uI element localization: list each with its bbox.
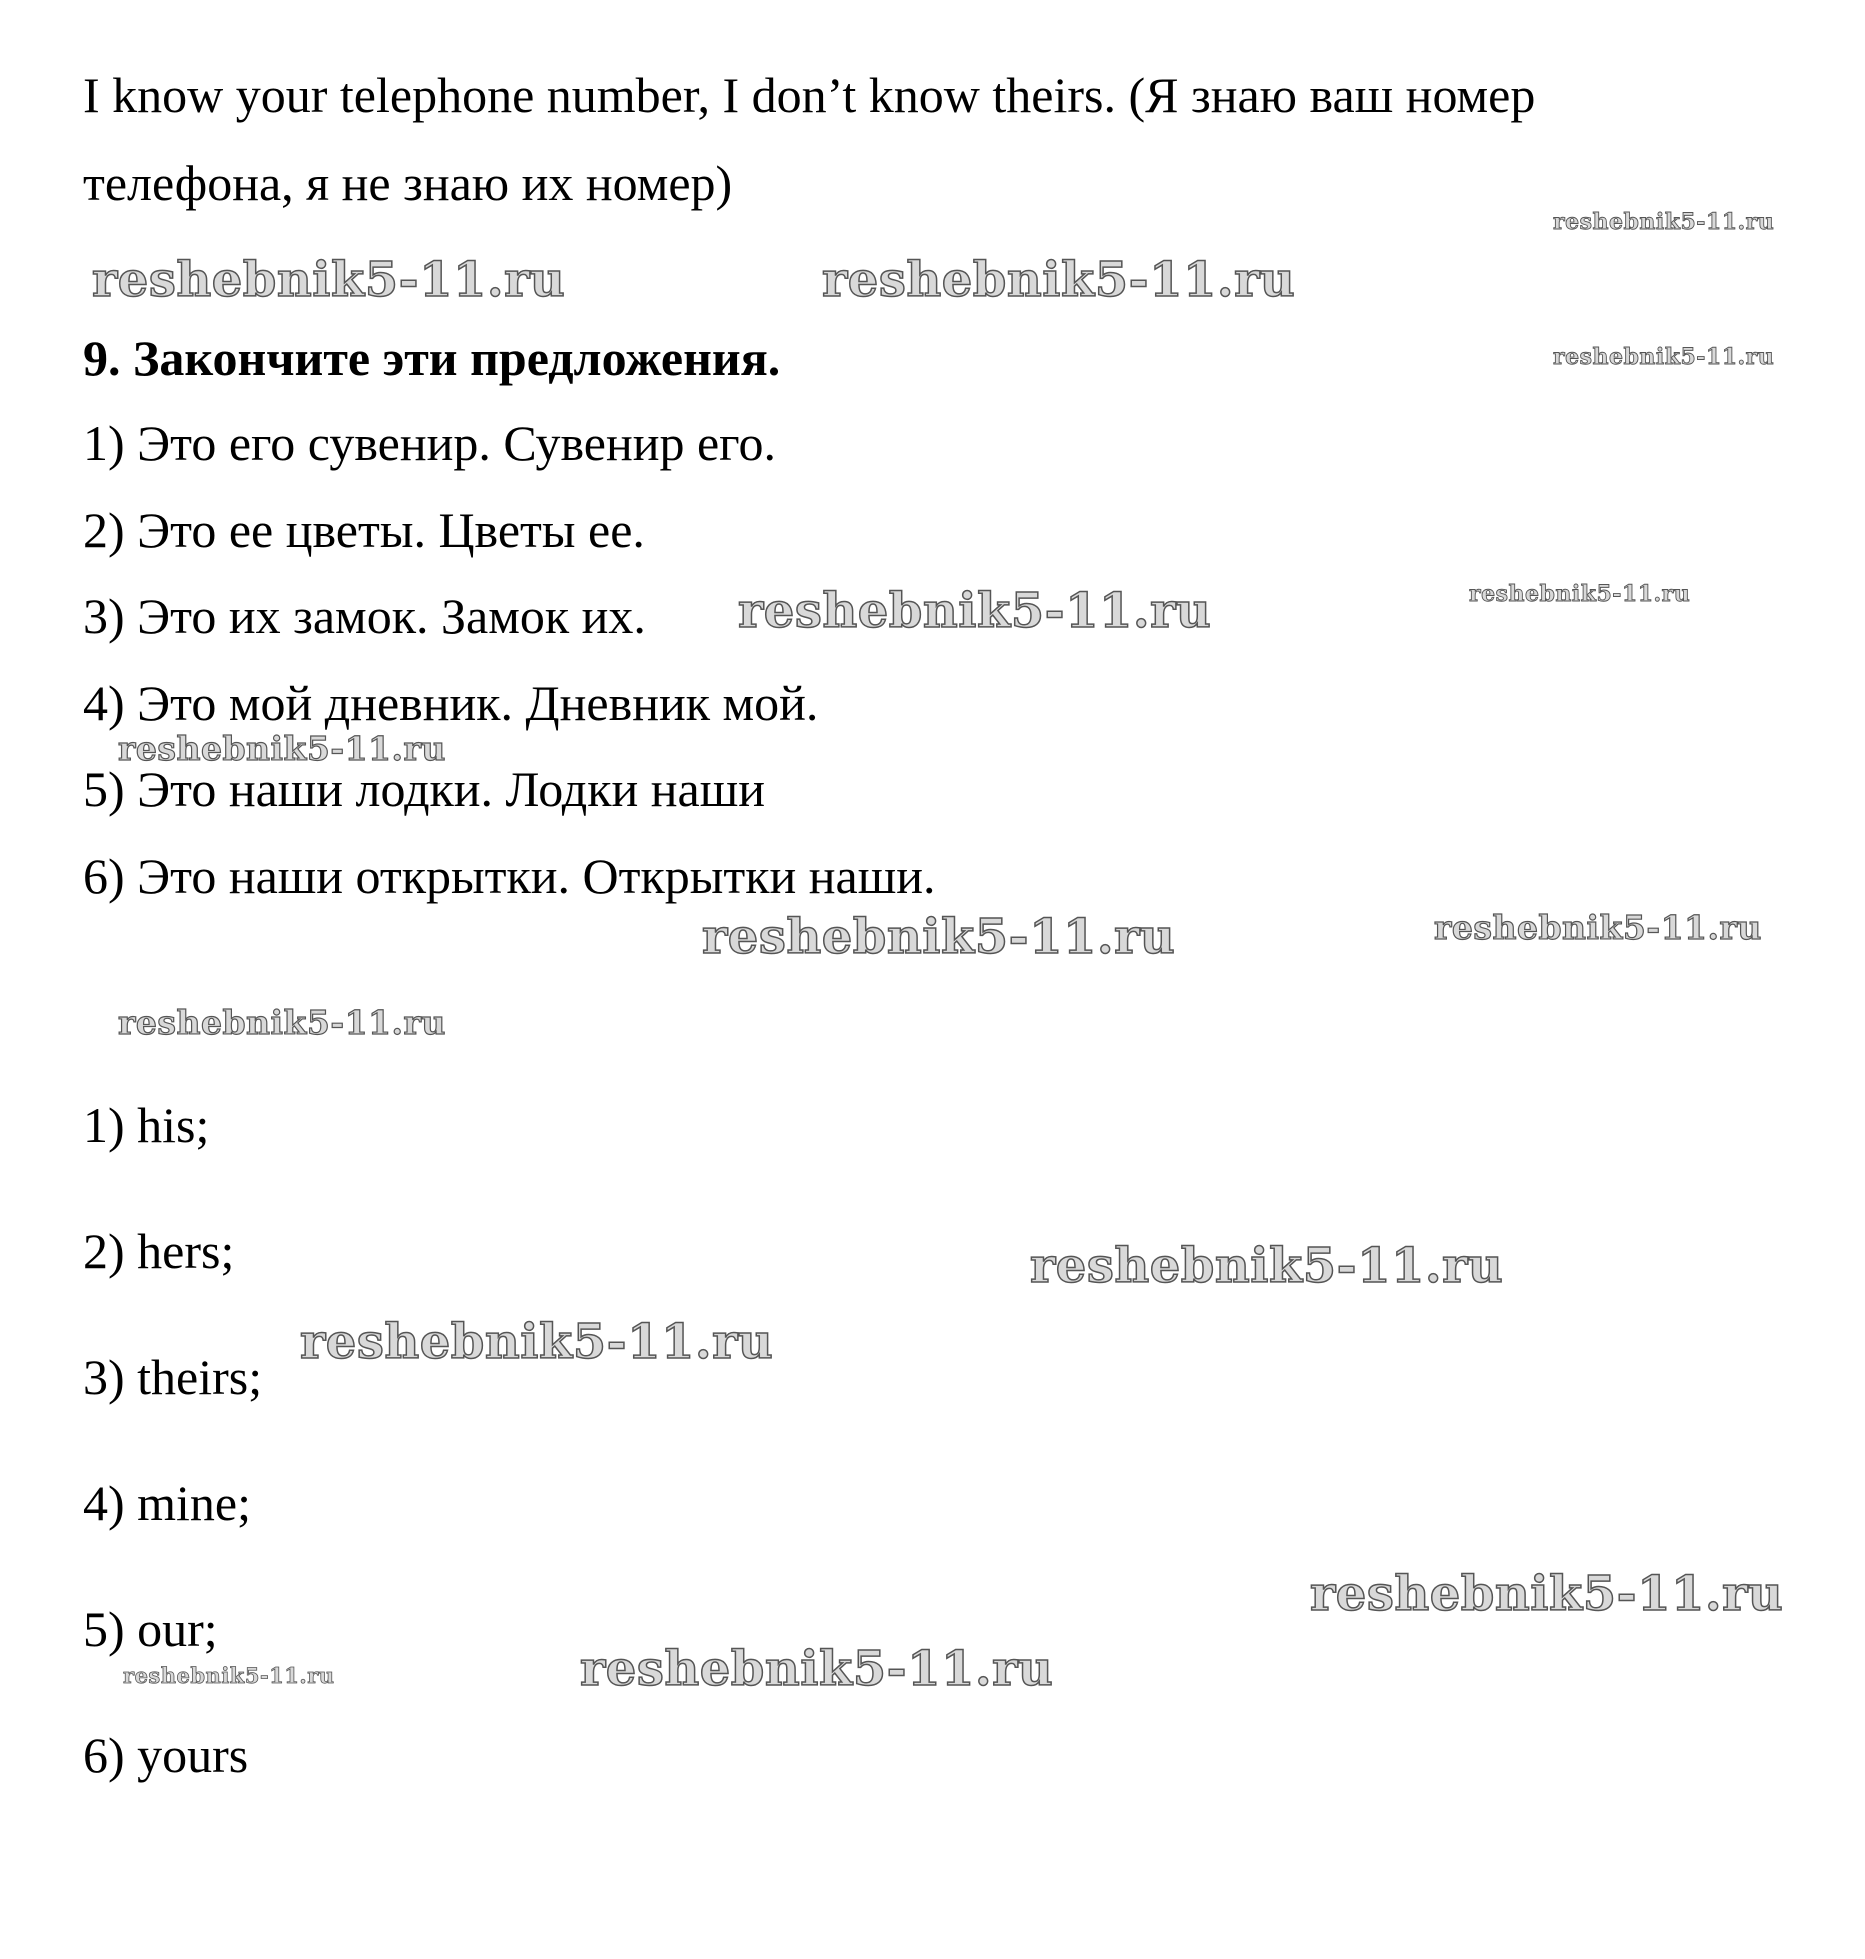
- sentence-item: 2) Это ее цветы. Цветы ее.: [83, 502, 645, 558]
- intro-line-2: телефона, я не знаю их номер): [83, 155, 733, 211]
- watermark-text: reshebnik5-11.ru: [1553, 209, 1775, 235]
- answer-item: 4) mine;: [83, 1475, 252, 1531]
- answer-item: 3) theirs;: [83, 1349, 263, 1405]
- watermark-text: reshebnik5-11.ru: [118, 729, 446, 768]
- watermark-text: reshebnik5-11.ru: [580, 1641, 1054, 1697]
- answer-item: 5) our;: [83, 1601, 218, 1657]
- answer-item: 2) hers;: [83, 1223, 235, 1279]
- watermark-text: reshebnik5-11.ru: [118, 1003, 446, 1042]
- sentence-item: 1) Это его сувенир. Сувенир его.: [83, 415, 776, 471]
- watermark-text: reshebnik5-11.ru: [92, 252, 566, 308]
- watermark-text: reshebnik5-11.ru: [1434, 908, 1762, 947]
- watermark-text: reshebnik5-11.ru: [1030, 1238, 1504, 1294]
- sentence-item: 3) Это их замок. Замок их.: [83, 588, 646, 644]
- intro-line-1: I know your telephone number, I don’t know theirs. (Я знаю ваш номер: [83, 67, 1536, 123]
- sentence-item: 4) Это мой дневник. Дневник мой.: [83, 675, 819, 731]
- watermark-text: reshebnik5-11.ru: [300, 1314, 774, 1370]
- watermark-text: reshebnik5-11.ru: [702, 909, 1176, 965]
- watermark-text: reshebnik5-11.ru: [738, 583, 1212, 639]
- watermark-text: reshebnik5-11.ru: [123, 1663, 335, 1688]
- watermark-text: reshebnik5-11.ru: [1553, 344, 1775, 370]
- sentence-item: 6) Это наши открытки. Открытки наши.: [83, 848, 936, 904]
- watermark-text: reshebnik5-11.ru: [1310, 1566, 1784, 1622]
- sentence-item: 5) Это наши лодки. Лодки наши: [83, 761, 765, 817]
- answer-item: 6) yours: [83, 1727, 249, 1783]
- exercise-heading: 9. Закончите эти предложения.: [83, 330, 781, 386]
- watermark-text: reshebnik5-11.ru: [1469, 581, 1691, 607]
- answer-item: 1) his;: [83, 1097, 210, 1153]
- watermark-text: reshebnik5-11.ru: [822, 252, 1296, 308]
